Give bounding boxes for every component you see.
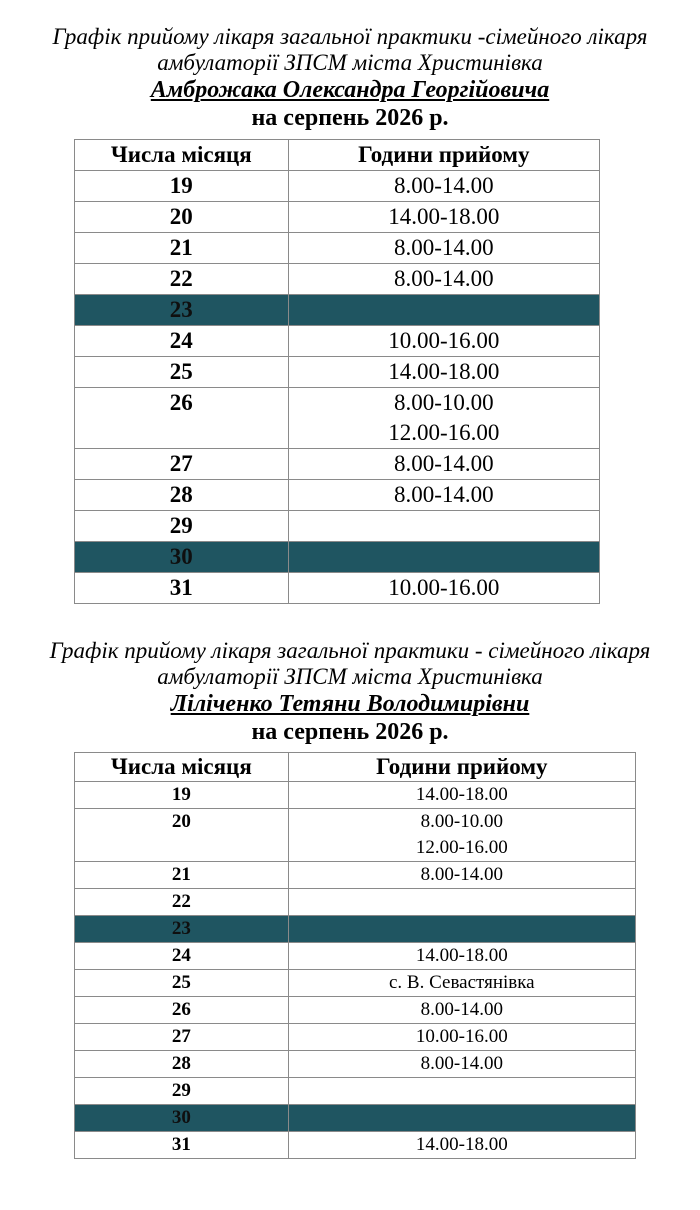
day-cell: 30 — [75, 1105, 289, 1132]
day-cell: 28 — [75, 1051, 289, 1078]
hours-value: 10.00-16.00 — [415, 1026, 508, 1047]
hours-cell — [288, 809, 635, 862]
column-header-hours: Години прийому — [288, 140, 599, 171]
hours-value: 12.00-16.00 — [388, 420, 500, 445]
day-cell: 19 — [75, 171, 289, 202]
day-cell: 24 — [75, 943, 289, 970]
hours-value: 8.00-14.00 — [393, 235, 494, 260]
hours-value: 14.00-18.00 — [415, 1134, 508, 1155]
hours-value: 8.00-14.00 — [393, 173, 494, 198]
hours-cell — [288, 862, 635, 889]
hours-cell — [288, 1024, 635, 1051]
table-row — [75, 889, 636, 916]
schedule-month: на серпень 2026 р. — [251, 719, 449, 745]
day-cell: 26 — [75, 388, 289, 449]
table-row — [75, 997, 636, 1024]
column-header-hours: Години прийому — [288, 753, 635, 782]
day-cell: 21 — [75, 233, 289, 264]
day-cell: 31 — [75, 1132, 289, 1159]
hours-value: 10.00-16.00 — [388, 328, 500, 353]
hours-value: 10.00-16.00 — [388, 575, 500, 600]
table-row — [75, 1132, 636, 1159]
hours-cell — [288, 943, 635, 970]
day-cell: 23 — [75, 295, 289, 326]
hours-value: 8.00-14.00 — [420, 1053, 503, 1074]
day-cell: 27 — [75, 1024, 289, 1051]
schedule-title-line2: амбулаторії ЗПСМ міста Христинівка — [157, 664, 543, 689]
table-header-row — [75, 753, 636, 782]
table-row — [75, 862, 636, 889]
schedule-rows — [75, 782, 636, 1159]
day-cell: 24 — [75, 326, 289, 357]
schedule-table — [74, 752, 636, 1159]
hours-cell — [288, 889, 635, 916]
table-row — [75, 1051, 636, 1078]
table-row — [75, 1078, 636, 1105]
hours-value: 8.00-14.00 — [393, 482, 494, 507]
column-header-day: Числа місяця — [75, 140, 289, 171]
hours-value: 8.00-14.00 — [420, 999, 503, 1020]
day-cell: 28 — [75, 480, 289, 511]
hours-value: с. В. Севастянівка — [389, 972, 535, 993]
hours-value: 8.00-10.00 — [393, 390, 494, 415]
day-cell: 21 — [75, 862, 289, 889]
hours-cell — [288, 997, 635, 1024]
day-cell: 19 — [75, 782, 289, 809]
hours-value: 14.00-18.00 — [388, 204, 500, 229]
hours-value: 14.00-18.00 — [388, 359, 500, 384]
table-row — [75, 809, 636, 862]
table-row — [75, 1105, 636, 1132]
table-row — [75, 1024, 636, 1051]
hours-value: 12.00-16.00 — [415, 837, 508, 858]
table-row — [75, 782, 636, 809]
table-row — [75, 916, 636, 943]
day-cell: 27 — [75, 449, 289, 480]
hours-cell — [288, 1132, 635, 1159]
day-cell: 22 — [75, 264, 289, 295]
hours-value: 8.00-14.00 — [393, 451, 494, 476]
day-cell: 26 — [75, 997, 289, 1024]
column-header-day: Числа місяця — [75, 753, 289, 782]
hours-cell — [288, 1105, 635, 1132]
hours-cell — [288, 916, 635, 943]
hours-cell — [288, 1078, 635, 1105]
doctor-name: Амброжака Олександра Георгійовича — [150, 77, 550, 103]
day-cell: 22 — [75, 889, 289, 916]
schedule-title-line1: Графік прийому лікаря загальної практики -сімейного лікаря — [52, 24, 648, 49]
day-cell: 30 — [75, 542, 289, 573]
hours-cell — [288, 970, 635, 997]
hours-cell — [288, 782, 635, 809]
day-cell: 29 — [75, 1078, 289, 1105]
schedule-month: на серпень 2026 р. — [251, 105, 449, 131]
day-cell: 20 — [75, 809, 289, 862]
hours-cell — [288, 1051, 635, 1078]
doctor-name: Ліліченко Тетяни Володимирівни — [170, 691, 530, 717]
schedule-title-line2: амбулаторії ЗПСМ міста Христинівка — [157, 50, 543, 75]
day-cell: 25 — [75, 357, 289, 388]
table-row — [75, 970, 636, 997]
day-cell: 23 — [75, 916, 289, 943]
day-cell: 25 — [75, 970, 289, 997]
hours-value: 8.00-14.00 — [420, 864, 503, 885]
hours-value: 8.00-10.00 — [420, 811, 503, 832]
table-row — [75, 943, 636, 970]
day-cell: 31 — [75, 573, 289, 604]
hours-value: 8.00-14.00 — [393, 266, 494, 291]
day-cell: 29 — [75, 511, 289, 542]
hours-value: 14.00-18.00 — [415, 945, 508, 966]
schedule-title-line1: Графік прийому лікаря загальної практики - сімейного лікаря — [49, 638, 651, 663]
hours-value: 14.00-18.00 — [415, 784, 508, 805]
day-cell: 20 — [75, 202, 289, 233]
